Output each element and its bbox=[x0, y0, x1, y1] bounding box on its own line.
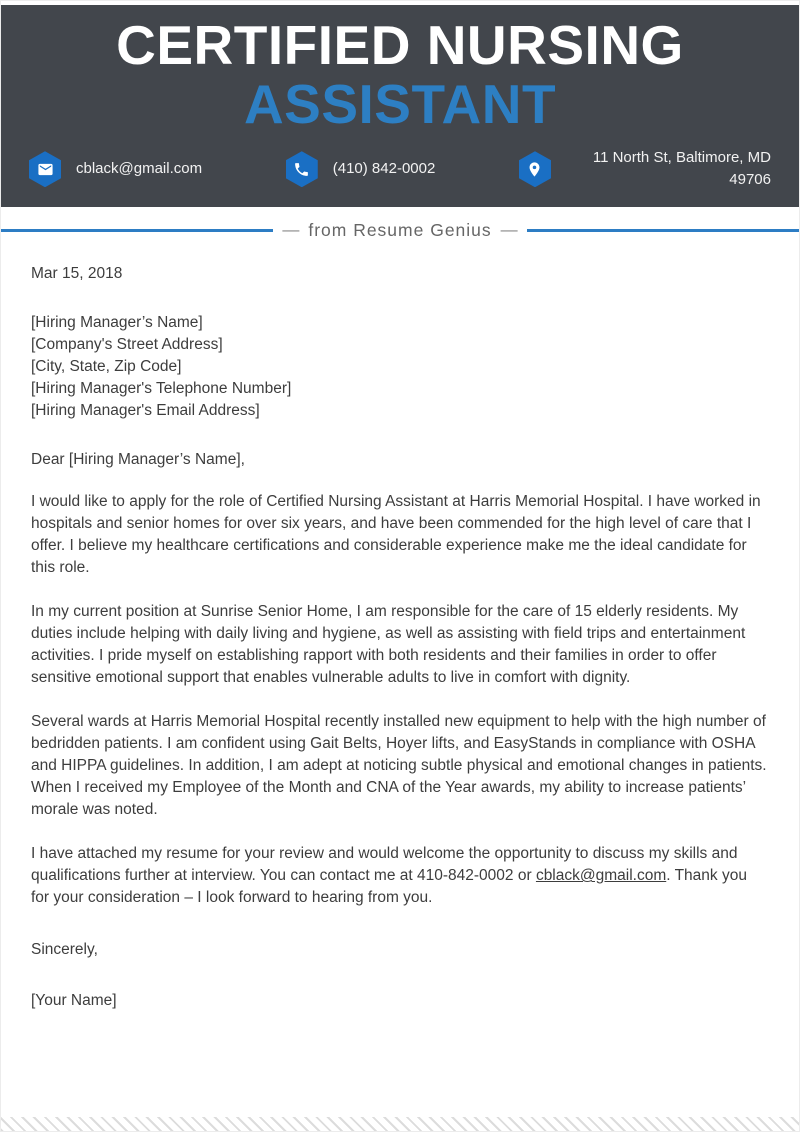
paragraph-3: Several wards at Harris Memorial Hospital recently installed new equipment to help with the high number of bedridden patients. I am confident using Gait Belts, Hoyer lifts, and EasyStands in compliance with OSHA and HIPPA guidelines. In addition, I am adept at noticing subtle physical and emotional changes in patients. When I received my Employee of the Month and CNA of the Year awards, my ability to increase patients’ morale was noted. bbox=[31, 713, 767, 819]
contact-email bbox=[29, 151, 202, 187]
contact-email-text: cblack@gmail.com bbox=[76, 160, 203, 178]
contact-phone-text: (410) 842-0002 bbox=[332, 160, 436, 178]
divider-dash-right: — bbox=[500, 220, 518, 240]
brand-divider bbox=[1, 207, 799, 253]
divider-dash-left: — bbox=[282, 220, 300, 240]
signoff: Sincerely, bbox=[31, 941, 98, 959]
letter-date: Mar 15, 2018 bbox=[31, 265, 123, 283]
closing-text-before: I have attached my resume for your review and would welcome the opportunity to discuss my skills and qualifications further at interview. You can contact me at 410-842-0002 or bbox=[31, 845, 738, 885]
divider-line-left bbox=[1, 229, 273, 232]
email-link[interactable]: cblack@gmail.com bbox=[535, 867, 667, 885]
recipient-line: [City, State, Zip Code] bbox=[31, 358, 182, 376]
brand-label: from Resume Genius bbox=[308, 219, 492, 240]
bottom-stripe-band bbox=[1, 1117, 799, 1131]
signature-placeholder: [Your Name] bbox=[31, 992, 117, 1010]
contact-address-text bbox=[566, 147, 771, 191]
divider-line-right bbox=[527, 229, 799, 232]
closing-paragraph bbox=[31, 843, 769, 909]
contact-row bbox=[1, 133, 799, 191]
contact-address bbox=[519, 147, 771, 191]
header-title-line1: CERTIFIED NURSING bbox=[116, 14, 684, 76]
recipient-line: [Hiring Manager’s Name] bbox=[31, 314, 203, 332]
contact-phone bbox=[286, 151, 436, 187]
contact-address-line2: 49706 bbox=[729, 171, 771, 189]
location-pin-icon bbox=[519, 151, 551, 187]
email-icon bbox=[29, 151, 61, 187]
paragraph-1: I would like to apply for the role of Certified Nursing Assistant at Harris Memorial Hospital. I have worked in hospitals and senior homes for over six years, and have been commended for the high level of care that I offer. I believe my healthcare certifications and considerable experience make me the ideal candidate for this role. bbox=[31, 493, 761, 577]
recipient-block bbox=[31, 312, 769, 422]
header bbox=[1, 5, 799, 207]
recipient-line: [Hiring Manager's Email Address] bbox=[31, 402, 260, 420]
header-title-line2: ASSISTANT bbox=[243, 72, 557, 135]
phone-icon bbox=[286, 151, 318, 187]
closing-text-after: . Thank you for your consideration – I look forward to hearing from you. bbox=[31, 867, 747, 907]
paragraph-2: In my current position at Sunrise Senior Home, I am responsible for the care of 15 elderly residents. My duties include helping with daily living and hygiene, as well as assisting with field trips and entertainment activities. I pride myself on establishing rapport with both residents and their families in order to offer sensitive emotional support that enables vulnerable adults to live in comfort with dignity. bbox=[31, 603, 746, 687]
contact-address-line1: 11 North St, Baltimore, MD bbox=[592, 149, 771, 167]
letter-body bbox=[1, 253, 799, 1012]
recipient-line: [Company's Street Address] bbox=[31, 336, 223, 354]
recipient-line: [Hiring Manager's Telephone Number] bbox=[31, 380, 292, 398]
salutation: Dear [Hiring Manager’s Name], bbox=[31, 451, 245, 469]
